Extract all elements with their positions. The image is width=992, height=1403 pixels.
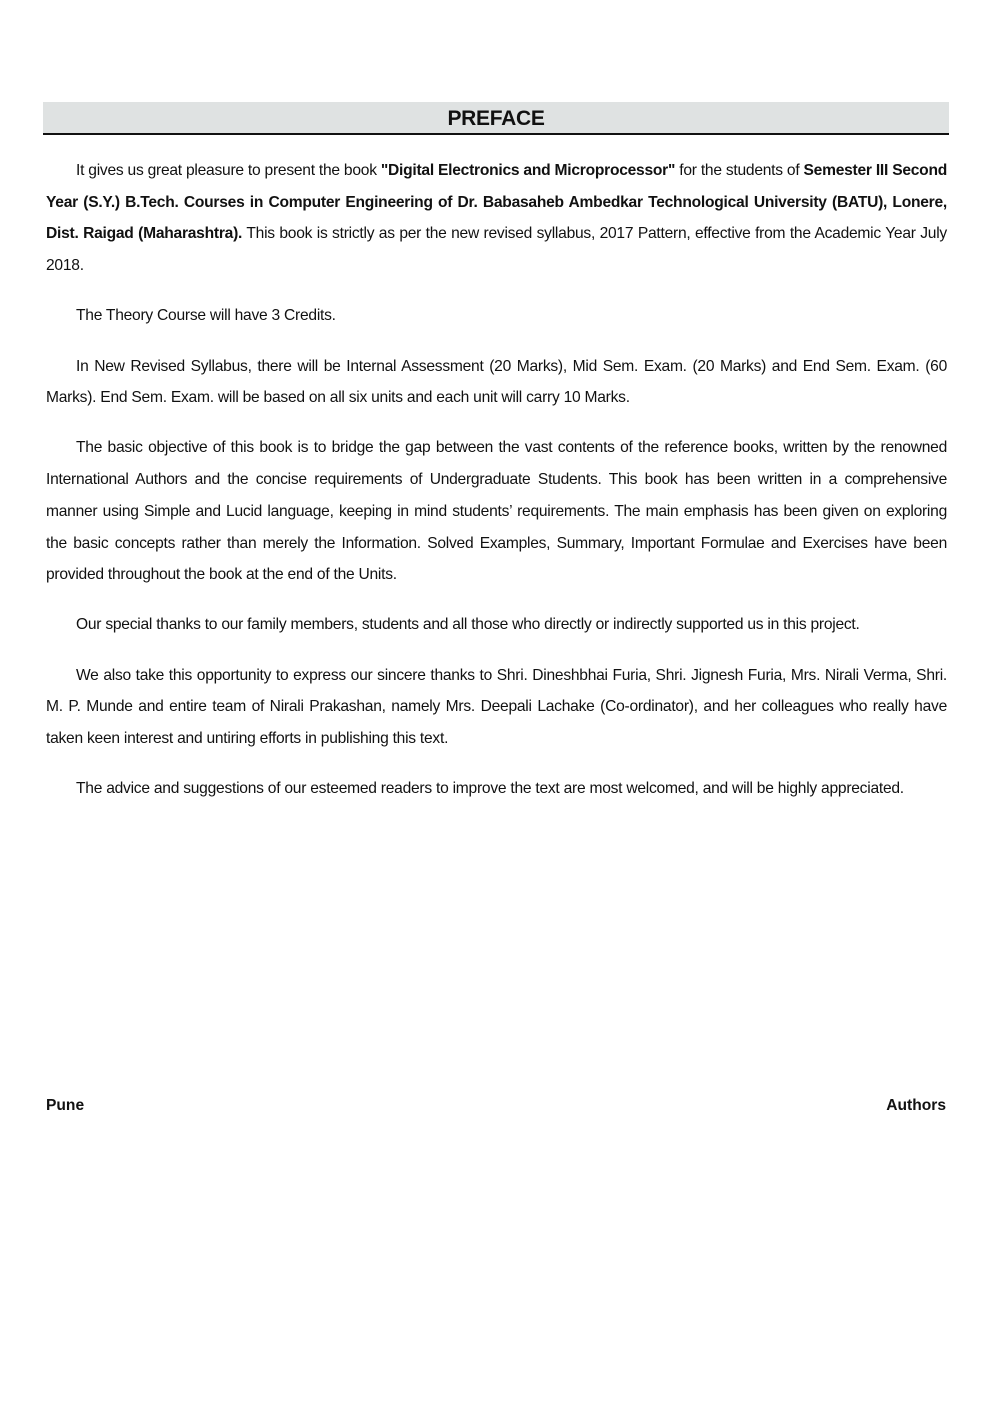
course-info: Semester III Second Year (S.Y.) B.Tech. Courses in Computer Engineering of Dr. Babasaheb Ambedkar Technological University (BATU), Lonere, Dist. Raigad (Maharashtra). <box>46 162 948 243</box>
paragraph-credits: The Theory Course will have 3 Credits. <box>76 307 336 325</box>
paragraph-assessment: In New Revised Syllabus, there will be Internal Assessment (20 Marks), Mid Sem. Exam. (20 Marks) and End Sem. Exam. (60 Marks). End Sem. Exam. will be based on all six units and each unit will carry 10 Marks. <box>46 357 947 407</box>
paragraph-intro <box>46 155 947 282</box>
text: for the students of <box>675 162 804 179</box>
paragraph-advice: The advice and suggestions of our esteemed readers to improve the text are most welcomed, and will be highly appreciated. <box>76 780 904 798</box>
text: It gives us great pleasure to present the book <box>76 162 381 179</box>
paragraph-thanks-publisher: We also take this opportunity to express our sincere thanks to Shri. Dineshbhai Furia, Shri. Jignesh Furia, Mrs. Nirali Verma, Shri. M. P. Munde and entire team of Nirali Prakashan, namely Mrs. Deepali Lachake (Co-ordinator), and her colleagues who really have taken keen interest and untiring efforts in publishing this text. <box>46 666 947 748</box>
paragraph-objective: The basic objective of this book is to bridge the gap between the vast contents of the reference books, written by the renowned International Authors and the concise requirements of Undergraduate Students. This book has been written in a comprehensive manner using Simple and Lucid language, keeping in mind students’ requirements. The main emphasis has been given on exploring the basic concepts rather than merely the Information. Solved Examples, Summary, Important Formulae and Exercises have been provided throughout the book at the end of the Units. <box>46 439 947 584</box>
text: This book is strictly as per the new revised syllabus, 2017 Pattern, effective from the Academic Year July 2018. <box>46 225 947 275</box>
paragraph-thanks-family: Our special thanks to our family members, students and all those who directly or indirectly supported us in this project. <box>76 616 860 634</box>
place: Pune <box>46 1097 85 1114</box>
preface-body <box>46 155 947 823</box>
title-bar <box>43 102 949 135</box>
book-title: "Digital Electronics and Microprocessor" <box>380 162 676 179</box>
signature: Authors <box>886 1097 946 1114</box>
page-title: PREFACE <box>447 107 545 130</box>
